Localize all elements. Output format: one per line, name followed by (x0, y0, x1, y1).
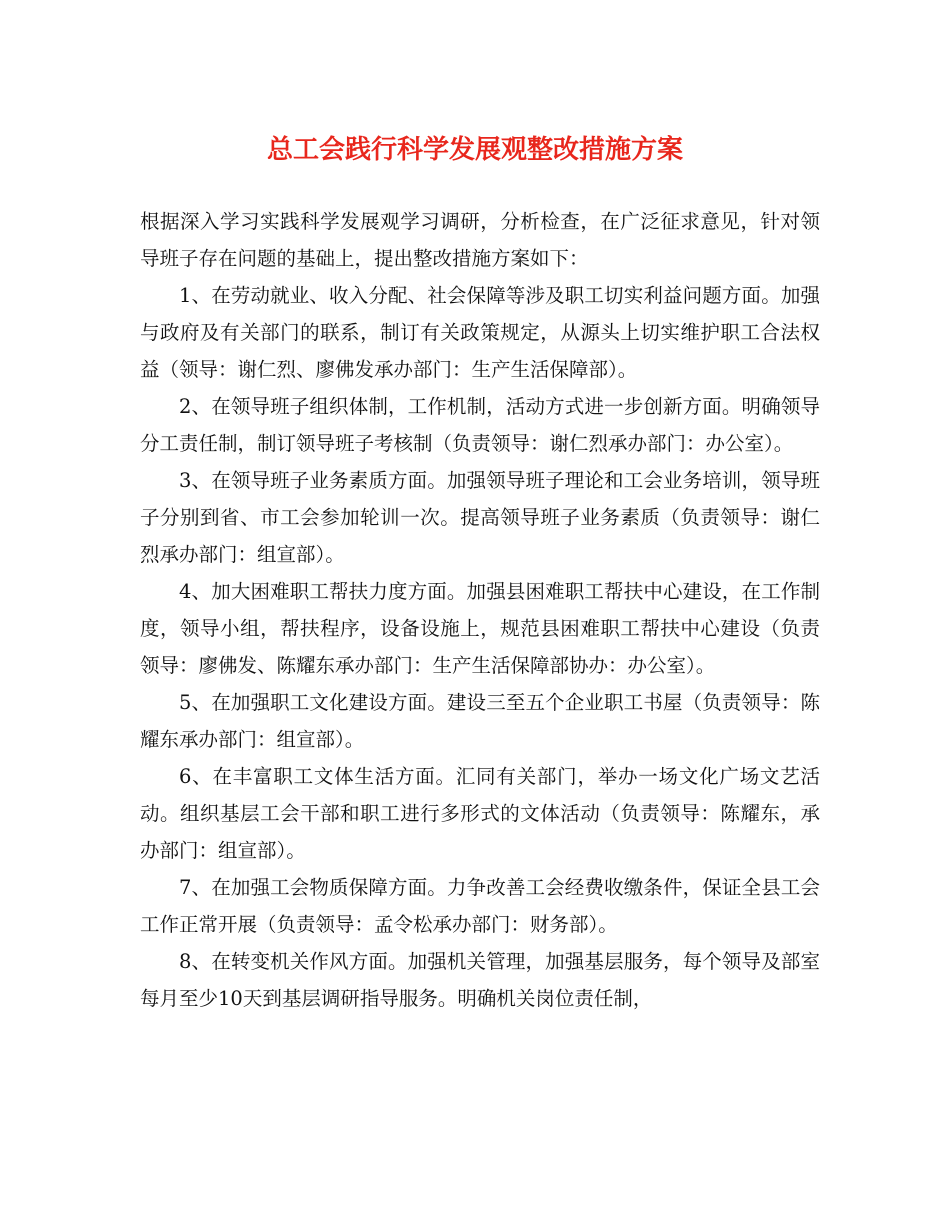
intro-paragraph: 根据深入学习实践科学发展观学习调研，分析检查，在广泛征求意见，针对领导班子存在问题的基础上，提出整改措施方案如下： (140, 210, 820, 270)
measure-paragraph-8: 8、在转变机关作风方面。加强机关管理，加强基层服务，每个领导及部室每月至少10天到基层调研指导服务。明确机关岗位责任制， (140, 950, 820, 1010)
document-title: 总工会践行科学发展观整改措施方案 (266, 135, 683, 165)
measure-paragraph-7: 7、在加强工会物质保障方面。力争改善工会经费收缴条件，保证全县工会工作正常开展（负责领导：孟令松承办部门：财务部）。 (140, 876, 820, 936)
document-body (140, 203, 820, 1017)
measure-paragraph-2: 2、在领导班子组织体制，工作机制，活动方式进一步创新方面。明确领导分工责任制，制订领导班子考核制（负责领导：谢仁烈承办部门：办公室）。 (140, 395, 820, 455)
measure-paragraph-3: 3、在领导班子业务素质方面。加强领导班子理论和工会业务培训，领导班子分别到省、市工会参加轮训一次。提高领导班子业务素质（负责领导：谢仁烈承办部门：组宣部）。 (140, 469, 820, 566)
measure-paragraph-5: 5、在加强职工文化建设方面。建设三至五个企业职工书屋（负责领导：陈耀东承办部门：组宣部）。 (140, 691, 820, 751)
measure-paragraph-6: 6、在丰富职工文体生活方面。汇同有关部门，举办一场文化广场文艺活动。组织基层工会干部和职工进行多形式的文体活动（负责领导：陈耀东，承办部门：组宣部）。 (140, 765, 820, 862)
measure-paragraph-1: 1、在劳动就业、收入分配、社会保障等涉及职工切实利益问题方面。加强与政府及有关部门的联系，制订有关政策规定，从源头上切实维护职工合法权益（领导：谢仁烈、廖佛发承办部门：生产生活保障部）。 (140, 284, 820, 381)
measure-paragraph-4: 4、加大困难职工帮扶力度方面。加强县困难职工帮扶中心建设，在工作制度，领导小组，帮扶程序，设备设施上，规范县困难职工帮扶中心建设（负责领导：廖佛发、陈耀东承办部门：生产生活保障部协办：办公室）。 (140, 580, 820, 677)
